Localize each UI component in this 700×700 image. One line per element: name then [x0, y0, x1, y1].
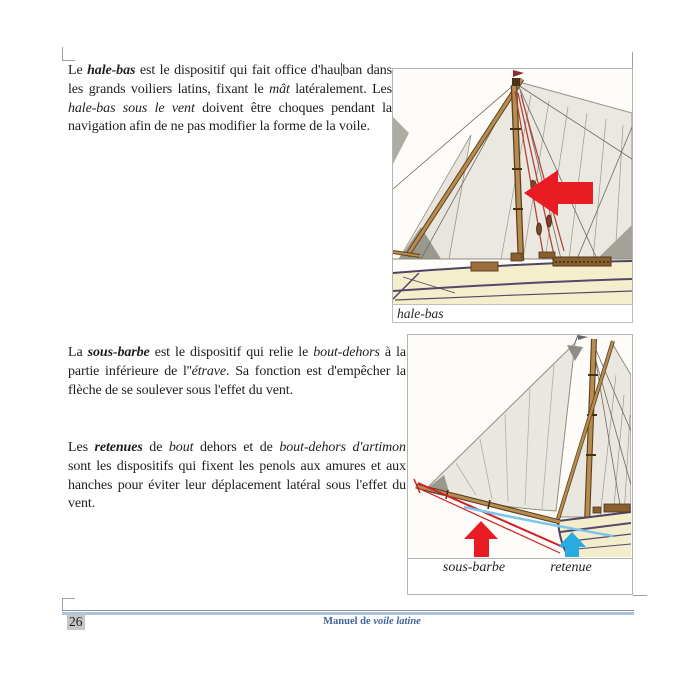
caption-sous-barbe: sous-barbe — [442, 560, 506, 575]
footer-rule-dark — [62, 610, 634, 611]
hull — [393, 261, 632, 304]
footer-rule-blue — [62, 612, 634, 615]
paragraph-hale-bas: Le hale-bas est le dispositif qui fait office d'hau ban dans les grands voiliers latins, fixant le mât latéralement. Les hale-bas sous le vent doivent être choques pendant la navigation afin de ne pas modifier la forme de la voile. — [68, 63, 393, 135]
page-number: 26 — [69, 614, 83, 629]
caption-text: hale-bas — [397, 306, 444, 321]
figure-picture — [408, 335, 632, 559]
margin-mark-top-left — [62, 47, 75, 61]
figure-sous-barbe-retenue — [407, 334, 633, 595]
footer-title — [62, 616, 682, 627]
red-arrow-up-icon — [464, 521, 498, 557]
caption-retenue: retenue — [550, 560, 592, 575]
boat-illustration-bow — [408, 335, 631, 557]
figure-caption-hale-bas — [392, 304, 633, 323]
pennant-flag — [513, 70, 524, 77]
boat-illustration-hale-bas — [393, 69, 632, 304]
figure-hale-bas — [392, 68, 633, 305]
paragraph-retenues: Les retenues de bout dehors et de bout-dehors d'artimon sont les dispositifs qui fixent les penols aux amures et aux hanches pour éviter leur déplacement latéral sous l'effet du vent. — [68, 440, 406, 512]
masthead — [512, 78, 520, 86]
footer-title-prefix: Manuel de — [323, 616, 374, 627]
margin-mark-bottom-right — [633, 595, 647, 596]
footer-title-italic: voile latine — [373, 616, 421, 627]
paragraph-sous-barbe: La sous-barbe est le dispositif qui relie le bout-dehors à la partie inférieure de l''étrave. Sa fonction est d'empêcher la flèche de se soulever sous l'effet du vent. — [68, 345, 407, 398]
figure-caption-band — [408, 559, 632, 594]
